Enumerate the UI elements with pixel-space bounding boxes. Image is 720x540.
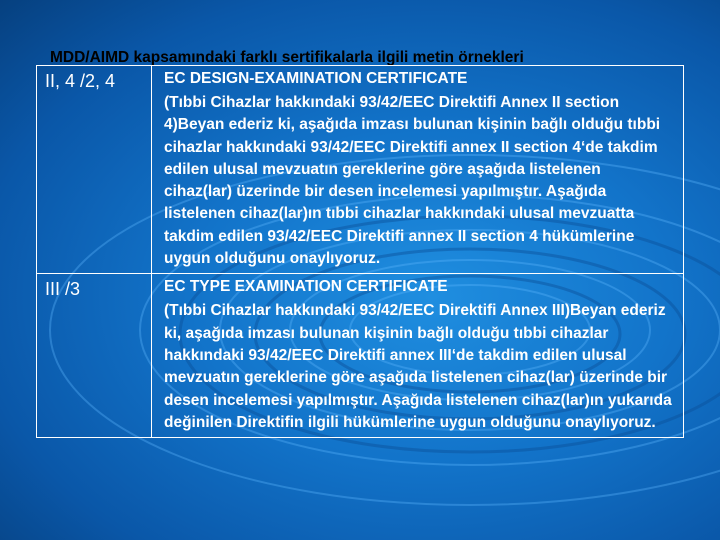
slide-title: MDD/AIMD kapsamındaki farklı sertifikalarla ilgili metin örnekleri xyxy=(50,49,524,66)
certificate-text: (Tıbbi Cihazlar hakkındaki 93/42/EEC Direktifi Annex II section 4)Beyan ederiz ki, aşağıda imzası bulunan kişinin bağlı olduğu tıbbi cihazlar hakkındaki 93/42/EEC Direktifi annex II section 4‘de takdim edilen ulusal mevzuatın gereklerine göre aşağıda listelenen cihaz(lar) üzerinde bir desen incelemesi yapılmıştır. Aşağıda listelenen cihaz(lar)ın tıbbi cihazlar hakkındaki ulusal mevzuatta takdim edilen 93/42/EEC Direktifi annex II section 4 hükümlerine uygun olduğunu onaylıyoruz. xyxy=(164,94,661,268)
table-row xyxy=(37,66,684,274)
row-content xyxy=(152,66,684,274)
row-content xyxy=(152,274,684,438)
row-reference: III /3 xyxy=(37,274,152,438)
certificate-text: (Tıbbi Cihazlar hakkındaki 93/42/EEC Direktifi Annex III)Beyan ederiz ki, aşağıda imzası bulunan kişinin bağlı olduğu tıbbi cihazlar hakkındaki 93/42/EEC Direktifi annex III‘de takdim edilen ulusal mevzuatın gereklerine göre aşağıda listelenen cihaz(lar) üzerinde bir desen incelemesi yapılmıştır. Aşağıda listelenen cihaz(lar)ın yukarıda değinilen Direktifin ilgili hükümlerine uygun olduğunu onaylıyoruz. xyxy=(164,302,672,431)
table-row xyxy=(37,274,684,438)
certificate-heading: EC TYPE EXAMINATION CERTIFICATE xyxy=(164,278,448,296)
certificate-table xyxy=(36,65,684,438)
certificate-heading: EC DESIGN-EXAMINATION CERTIFICATE xyxy=(164,70,468,87)
row-reference: II, 4 /2, 4 xyxy=(37,66,152,274)
